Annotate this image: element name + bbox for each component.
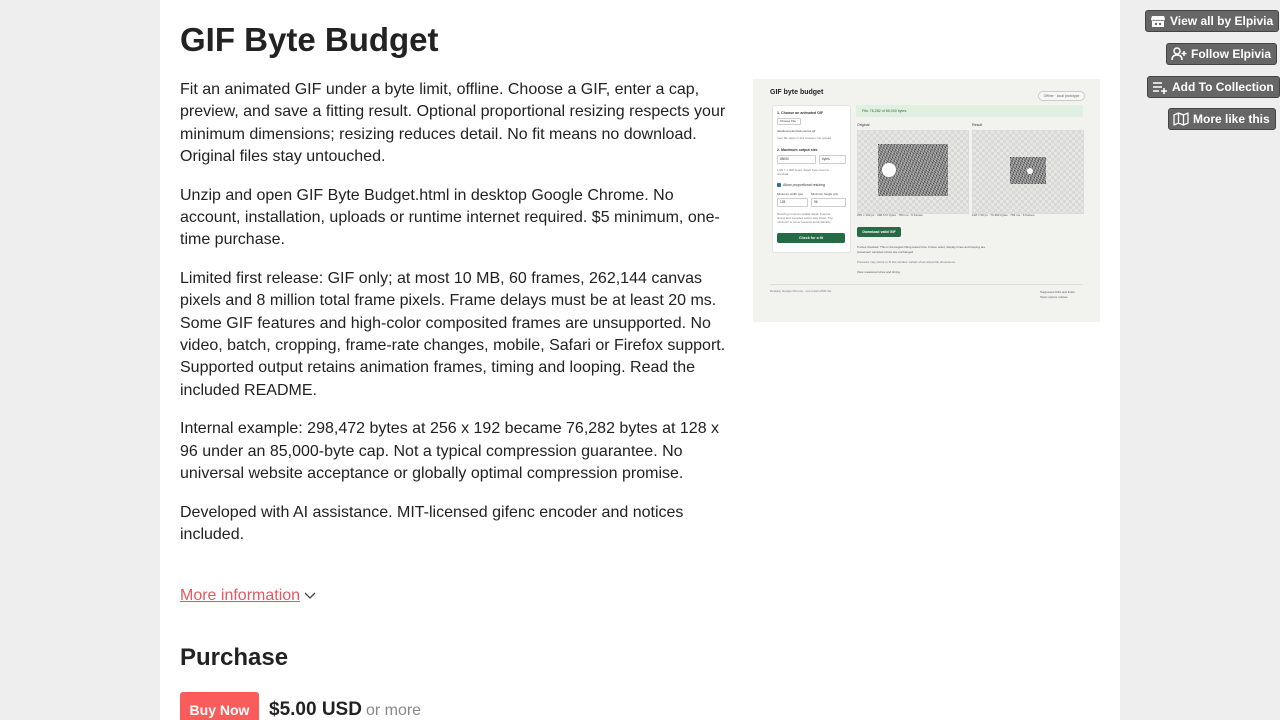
description-paragraph: Limited first release: GIF only; at most 10 MB, 60 frames, 262,144 canvas pixels and 8 million total frame pixels. Frame delays must be at least 20 ms. Some GIF features and high-color composited frames are unsupported. No video, batch, cropping, frame-rate changes, mobile, Safari or Firefox support. Supported output retains animation frames, timing and looping. Read the included README. (180, 269, 726, 399)
follow-button[interactable] (1166, 43, 1277, 65)
buy-now-button[interactable]: Buy Now (180, 692, 259, 720)
shot-min-width-input: 128 (777, 198, 808, 207)
map-icon (1173, 112, 1189, 126)
shot-footer-link: Open-source notices (1040, 295, 1068, 299)
shot-min-height-input: 96 (811, 198, 846, 207)
purchase-heading: Purchase (180, 644, 289, 671)
shot-original-preview (857, 130, 969, 214)
view-all-label: View all by Elpivia (1170, 14, 1274, 28)
description (180, 79, 732, 562)
shot-resize-note: Resizing removes spatial detail. Frames, (777, 212, 832, 216)
shot-controls-card (772, 105, 851, 253)
shot-check-button: Check for a fit (777, 233, 845, 243)
screenshot-thumbnail[interactable] (753, 79, 1100, 322)
shot-result-caption: 128 × 96 px · 76,282 bytes · 782 ms · 6 frames (972, 213, 1035, 217)
shot-checkbox (777, 183, 781, 187)
shot-step1: 1. Choose an animated GIF (777, 111, 824, 115)
shot-min-width-label: Minimum width (px) (777, 192, 804, 196)
user-plus-icon (1171, 47, 1187, 61)
shot-choose-file: Choose File (777, 118, 801, 125)
shot-resize-label: Allow proportional resizing (783, 183, 825, 187)
description-paragraph: Unzip and open GIF Byte Budget.html in desktop Google Chrome. No account, installation, uploads or runtime internet required. $5 minimum, one-time purchase. (180, 186, 720, 249)
view-all-button[interactable] (1145, 10, 1279, 32)
price-amount: $5.00 USD (269, 699, 362, 720)
add-to-collection-button[interactable] (1147, 76, 1280, 98)
shot-result-note: 5 sizes checked. This is the largest fitting tested size. Frame order, display times and looping are (857, 245, 986, 249)
shot-file-note: Your file stays in this browser. No upload. (777, 136, 832, 140)
shot-result-preview (972, 130, 1084, 214)
shot-original-caption: 256 × 192 px · 298,472 bytes · 782 ms · 6 frames (857, 213, 923, 217)
shot-min-height-label: Minimum height (px) (811, 192, 839, 196)
shot-divider (770, 284, 1083, 285)
itchio-logo-icon (1150, 14, 1166, 28)
shot-download-button: Download valid GIF (857, 227, 901, 237)
game-page (160, 0, 1120, 720)
shot-size-note: checked. (777, 172, 790, 176)
shot-resize-note: timing and sampled colors stay intact. The (777, 216, 833, 220)
shot-footer-left: Desktop Google Chrome · one local HTML file (770, 289, 832, 293)
shot-pill: Offline · local prototype (1038, 91, 1085, 101)
shot-size-note: 1 kB = 1,000 bytes. Exact byte count is (777, 168, 829, 172)
more-like-this-label: More like this (1193, 112, 1270, 126)
shot-original-label: Original (857, 123, 870, 127)
page-title: GIF Byte Budget (180, 21, 439, 58)
shot-status: Fits: 76,282 of 85,000 bytes. (856, 105, 1083, 117)
playlist-add-icon (1152, 80, 1168, 94)
shot-title: GIF byte budget (770, 89, 824, 96)
description-paragraph: Fit an animated GIF under a byte limit, offline. Choose a GIF, enter a cap, preview, and save a fitting result. Optional proportional resizing respects your minimum dimensions; resizing reduces detail. No fit means no download. Original files stay untouched. (180, 81, 726, 166)
price (269, 697, 421, 720)
more-information-label: More information (180, 587, 301, 605)
shot-preview-note: Previews may shrink to fit this window. Labels show actual file dimensions. (857, 260, 956, 264)
add-to-collection-label: Add To Collection (1172, 80, 1274, 94)
shot-unit-select: bytes (819, 155, 846, 164)
description-paragraph: Developed with AI assistance. MIT-licensed gifenc encoder and notices included. (180, 503, 684, 543)
shot-details-link: View measured sizes and timing (857, 270, 900, 274)
more-like-this-button[interactable] (1168, 108, 1276, 130)
chevron-down-icon (304, 585, 316, 607)
more-information-toggle[interactable] (180, 585, 316, 607)
shot-original-dot (882, 163, 896, 177)
shot-result-dot (1027, 168, 1033, 174)
shot-size-input: 85000 (777, 155, 816, 164)
follow-label: Follow Elpivia (1191, 47, 1272, 61)
shot-result-note: preserved; sampled colors are unchanged. (857, 250, 914, 254)
shot-footer-link: Supported GIFs and limits (1040, 290, 1075, 294)
shot-result-label: Result (972, 123, 983, 127)
price-suffix: or more (365, 702, 422, 719)
description-paragraph: Internal example: 298,472 bytes at 256 x 192 became 76,282 bytes at 128 x 96 under an 85,000-byte cap. Not a typical compression guarantee. No universal website acceptance or globally optimal compression promise. (180, 420, 720, 483)
shot-resize-note: minimum is never lowered automatically. (777, 220, 831, 224)
shot-step2: 2. Maximum output size (777, 148, 818, 152)
shot-file-name: detailed-optimized-source.gif (777, 129, 816, 133)
